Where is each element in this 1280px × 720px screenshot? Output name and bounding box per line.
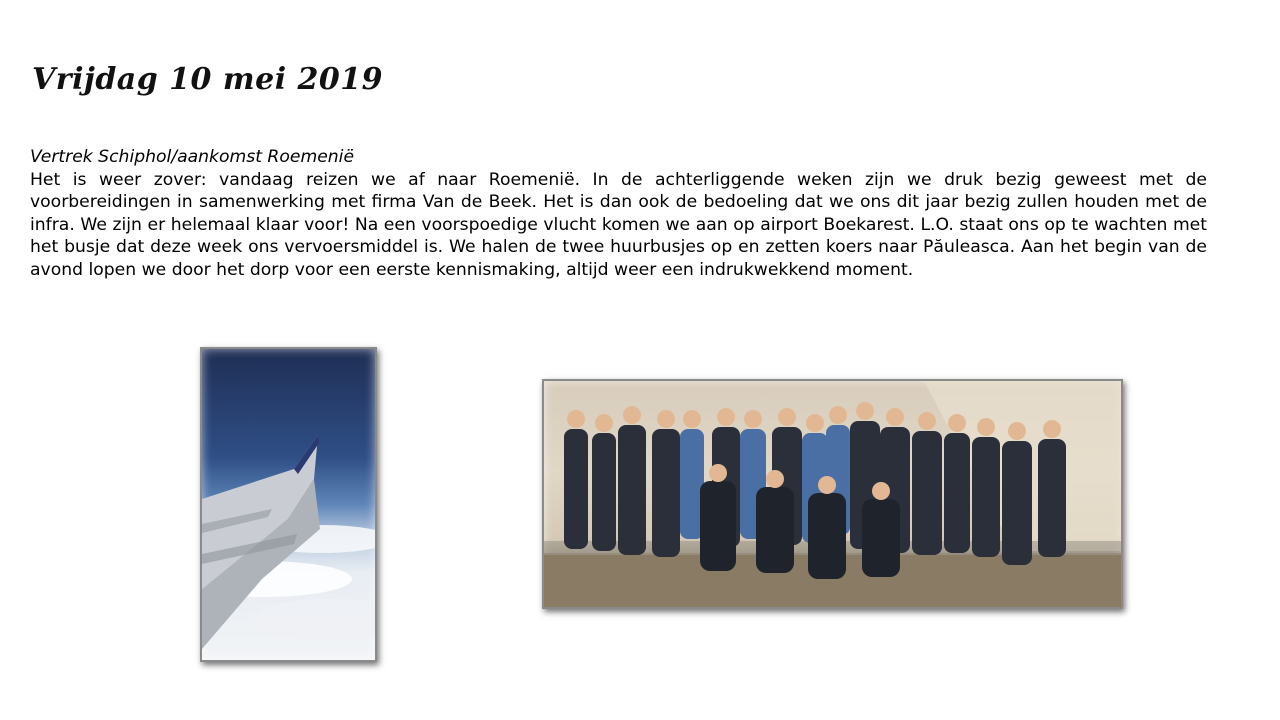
airplane-wing-photo [200,347,377,662]
slide-body-text: Het is weer zover: vandaag reizen we af naar Roemenië. In de achterliggende weken zijn we druk bezig geweest met de voorbereidingen in samenwerking met firma Van de Beek. Het is dan ook de bedoeling dat we ons dit jaar bezig zullen houden met de infra. We zijn er helemaal klaar voor! Na een voorspoedige vlucht komen we aan op airport Boekarest. L.O. staat ons op te wachten met het busje dat deze week ons vervoersmiddel is. We halen de twee huurbusjes op en zetten koers naar Păuleasca. Aan het begin van de avond lopen we door het dorp voor een eerste kennismaking, altijd weer een indrukwekkend moment. [30,169,1207,280]
group-photo [542,379,1123,609]
slide-subtitle: Vertrek Schiphol/aankomst Roemenië [30,147,355,167]
slide-title: Vrijdag 10 mei 2019 [32,62,384,97]
text-block [30,146,1207,282]
